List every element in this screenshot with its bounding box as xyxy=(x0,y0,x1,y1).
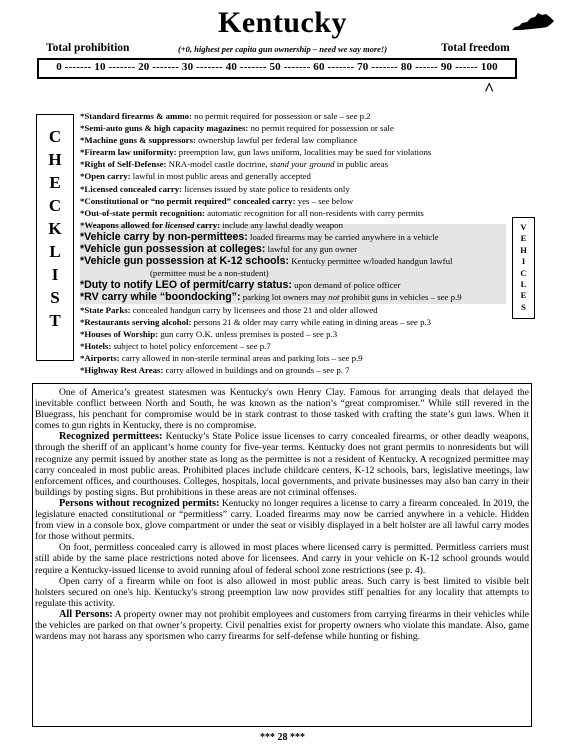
scale-marker: ^ xyxy=(484,79,495,99)
vertical-letter: C xyxy=(520,267,527,278)
checklist-item xyxy=(80,134,510,146)
checklist-item-text: Kentucky permittee w/loaded handgun lawful xyxy=(289,256,453,267)
scale-note: (+0, highest per capita gun ownership – need we say more!) xyxy=(177,44,388,54)
vertical-letter: T xyxy=(49,311,61,330)
checklist-item-text: no permit required for possession or sale – see p.2 xyxy=(191,111,371,121)
checklist-item-label: *Machine guns & suppressors: xyxy=(80,135,196,146)
paragraph-heading: Recognized permittees: xyxy=(59,431,163,443)
checklist-item-label: *Vehicle gun possession at K-12 schools: xyxy=(80,255,289,268)
checklist-item xyxy=(80,231,510,243)
checklist-item-text: preemption law, gun laws uniform, localities may be sued for violations xyxy=(176,147,432,158)
vertical-letter: V xyxy=(520,222,527,232)
kentucky-state-outline-icon xyxy=(511,11,555,33)
checklist-item-label: *Licensed concealed carry: xyxy=(80,183,183,194)
checklist-item xyxy=(80,316,510,328)
checklist-item xyxy=(80,364,510,376)
page-title: Kentucky xyxy=(217,6,347,39)
vertical-letter: I xyxy=(521,256,526,267)
vertical-letter: H xyxy=(48,150,62,169)
vertical-letter: L xyxy=(520,279,527,290)
checklist-item-label: *Firearm law uniformity: xyxy=(80,147,177,158)
checklist-item-label: *Weapons allowed for licensed carry: xyxy=(80,219,221,230)
checklist-item-text: include any lawful deadly weapon xyxy=(220,219,343,230)
article-paragraph: Persons without recognized permits: Kentucky no longer requires a license to carry a firearm concealed. In 2019, the legislature enacted constitutional or “permitless” carry. Loaded firearms may now be carried anywhere in a vehicle. Hidden from view in a console box, glove compartment or under the seat or visibly displayed in a belt holster are all lawful carry modes for those without permits. xyxy=(35,497,530,543)
checklist-item xyxy=(80,255,510,267)
checklist-vertical-label xyxy=(37,125,73,332)
scale-left-label: Total prohibition xyxy=(46,42,130,54)
scale-right-label: Total freedom xyxy=(441,42,510,54)
page-number: *** 28 *** xyxy=(260,732,305,743)
checklist-item xyxy=(80,110,510,122)
checklist-item-text: no permit required for possession or sale xyxy=(248,123,394,134)
checklist-item-label: *Right of Self-Defense: xyxy=(80,159,167,170)
checklist-item xyxy=(80,219,510,231)
vertical-letter: H xyxy=(520,244,527,255)
article-paragraph: On foot, permitless concealed carry is allowed in most places where licensed carry is permitted. Permitless carriers must still abide by the same place restrictions noted above for licensees. And carry in your vehicle on K-12 school grounds would require a Kentucky-issued license to avoid running afoul of federal school zone restrictions (see p. 4). xyxy=(35,542,529,576)
checklist-item-text: upon demand of police officer xyxy=(291,280,401,291)
checklist-item xyxy=(80,304,510,316)
checklist-item-label-emphasis: licensed xyxy=(165,219,195,230)
checklist-item-text: carry allowed in buildings and on grounds – see p. 7 xyxy=(163,364,350,375)
vertical-letter: E xyxy=(520,233,527,244)
article-text-box xyxy=(32,383,532,727)
scale-numbers: 0 ------- 10 ------- 20 ------- 30 ------- 40 ------- 50 ------- 60 ------- 70 ------- 80 ------ 90 ------ 100 xyxy=(56,61,498,73)
vertical-letter: K xyxy=(48,219,62,238)
checklist-item xyxy=(80,207,510,219)
checklist-item xyxy=(80,122,510,134)
checklist-item xyxy=(80,146,510,158)
checklist-item-text: subject to hotel policy enforcement – see p.7 xyxy=(111,340,271,351)
vertical-letter: C xyxy=(48,196,62,215)
checklist-item-text: (permittee must be a non-student) xyxy=(150,268,269,279)
checklist-item-label: *RV carry while “boondocking”: xyxy=(80,291,241,304)
checklist-item xyxy=(80,291,510,303)
checklist-item xyxy=(80,279,510,291)
checklist-item-text: carry allowed in non-sterile terminal areas and parking lots – see p.9 xyxy=(119,352,363,363)
checklist-item-text: ownership lawful per federal law compliance xyxy=(195,135,358,146)
checklist-item-label: *Houses of Worship: xyxy=(80,328,159,339)
checklist-item-text: gun carry O.K. unless premises is posted – see p.3 xyxy=(158,328,338,339)
checklist-item-label: *Out-of-state permit recognition: xyxy=(80,207,205,218)
checklist-item-text: NRA-model castle doctrine, stand your ground in public areas xyxy=(166,159,389,170)
checklist-item-emphasis: not xyxy=(328,292,340,303)
checklist-item-label: *Vehicle gun possession at colleges: xyxy=(80,243,266,256)
article-paragraph: Open carry of a firearm while on foot is also allowed in most public areas. Such carry is best limited to visible belt holsters secured on one's hip. Kentucky's strong preemption law now provides stiff penalties for any locality that attempts to regulate this activity. xyxy=(35,575,529,609)
checklist-item xyxy=(80,267,510,279)
checklist-box xyxy=(36,114,74,361)
checklist-item-text: loaded firearms may be carried anywhere in a vehicle xyxy=(247,231,439,242)
article-paragraph: One of America’s greatest statesmen was Kentucky's own Henry Clay. Famous for arranging deals that delayed the inevitable conflict between North and South, he was known as the nation’s “great compromiser.” While still revered in the Bluegrass, his penchant for compromise would be in stark contrast to those tasked with crafting the state’s gun laws. When it comes to gun rights in Kentucky, there is no compromise. xyxy=(35,387,529,432)
checklist-item-text: concealed handgun carry by licensees and those 21 and older allowed xyxy=(130,304,378,315)
checklist-item xyxy=(80,170,510,182)
vehicles-vertical-label xyxy=(513,222,534,313)
freedom-scale-bar xyxy=(37,58,517,79)
checklist-item-text: yes – see below xyxy=(295,195,354,206)
checklist-item xyxy=(80,340,510,352)
checklist-item xyxy=(80,243,510,255)
vertical-letter: S xyxy=(521,301,526,312)
vertical-letter: S xyxy=(50,288,60,307)
checklist-item-label: *State Parks: xyxy=(80,304,131,315)
checklist-item-text: parking lot owners may not prohibit guns in vehicles – see p.9 xyxy=(240,292,462,303)
article-paragraph: All Persons: A property owner may not prohibit employees and customers from carrying firearms in their vehicles while the vehicles are parked on that owner’s property. Civil penalties exist for property owners who violate this mandate. Also, game wardens may not harass any sportsmen who carry firearms for self-defense while hunting or fishing. xyxy=(35,608,530,643)
vertical-letter: E xyxy=(520,290,527,301)
checklist-item xyxy=(80,195,510,207)
checklist-item-text: persons 21 & older may carry while eating in dining areas – see p.3 xyxy=(191,316,432,327)
checklist-item xyxy=(80,158,510,170)
paragraph-heading: All Persons: xyxy=(59,608,113,620)
checklist-item-label: *Highway Rest Areas: xyxy=(80,364,164,375)
checklist-item-label: *Restaurants serving alcohol: xyxy=(80,316,192,327)
checklist-item-label: *Standard firearms & ammo: xyxy=(80,111,192,121)
checklist-item-text: automatic recognition for all non-residents with carry permits xyxy=(204,207,424,218)
checklist-item-text: lawful for any gun owner xyxy=(265,244,358,255)
checklist-item-label: *Semi-auto guns & high capacity magazines: xyxy=(80,123,249,134)
checklist-item xyxy=(80,183,510,195)
checklist-item-emphasis: stand your ground xyxy=(269,159,335,170)
checklist-item-label: *Constitutional or “no permit required” concealed carry: xyxy=(80,195,296,206)
checklist-item-text: licenses issued by state police to residents only xyxy=(182,183,350,194)
checklist-item-label: *Airports: xyxy=(80,352,120,363)
checklist-item-label: *Vehicle carry by non-permittees: xyxy=(80,230,248,243)
article-paragraph: Recognized permittees: Kentucky’s State Police issue licenses to carry concealed firearms, or other deadly weapons, through the sheriff of an applicant’s home county for five-year terms. Kentucky does not grant permits to nonresidents but will recognize any permit issued by another state as long as the permittee is not a resident of Kentucky. A recognized permittee may carry concealed in most public areas. Prohibited places include childcare centers, K-12 schools, bars, legislative meetings, law enforcement offices, and courthouses. Colleges, hospitals, local governments, and private businesses may also ban carry in their buildings by posting signs. But prohibitions in these areas are not criminal offenses. xyxy=(35,431,529,498)
checklist-item xyxy=(80,328,510,340)
vertical-letter: I xyxy=(51,265,59,284)
checklist-items xyxy=(80,110,510,376)
vertical-letter: E xyxy=(49,173,61,192)
checklist-item-text: lawful in most public areas and generally accepted xyxy=(130,171,311,182)
checklist-item-label: *Open carry: xyxy=(80,171,131,182)
paragraph-heading: Persons without recognized permits: xyxy=(59,497,220,509)
checklist-item xyxy=(80,352,510,364)
vertical-letter: C xyxy=(48,127,62,146)
vehicles-box xyxy=(512,217,535,319)
vertical-letter: L xyxy=(49,242,61,261)
checklist-item-label: *Duty to notify LEO of permit/carry status: xyxy=(80,279,292,292)
checklist-item-label: *Hotels: xyxy=(80,340,112,351)
